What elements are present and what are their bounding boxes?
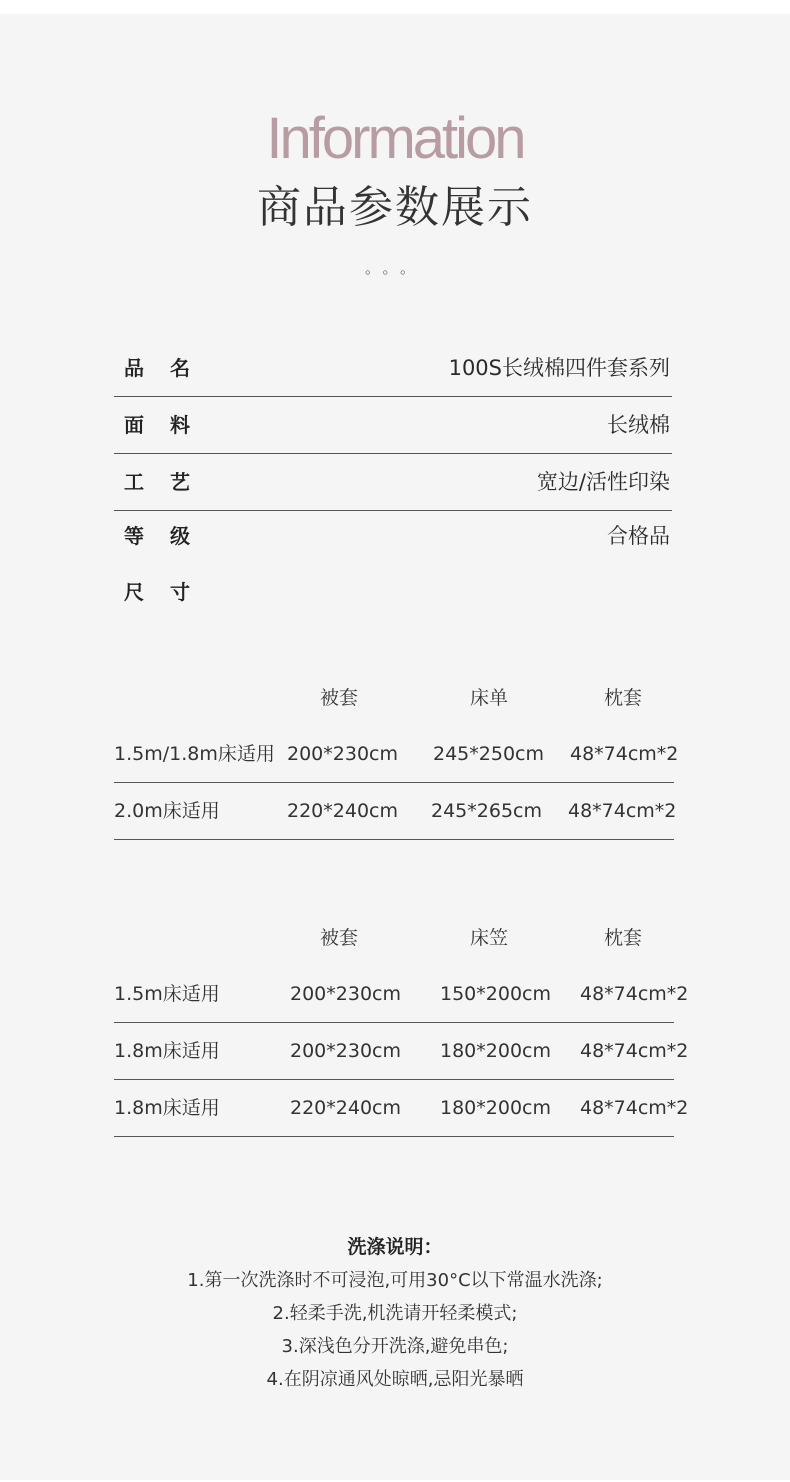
- title-english: Information: [266, 106, 524, 171]
- table-row: [114, 1023, 689, 1080]
- table-cell: 48*74cm*2: [580, 983, 689, 1005]
- table-cell: 180*200cm: [440, 1097, 551, 1119]
- table-cell: 245*250cm: [433, 743, 544, 765]
- table-cell: 1.8m床适用: [114, 1040, 220, 1062]
- info-value: 100S长绒棉四件套系列: [448, 356, 670, 380]
- table-cell: 48*74cm*2: [580, 1040, 689, 1062]
- size-table-1: [114, 670, 679, 840]
- table-cell: 220*240cm: [290, 1097, 401, 1119]
- info-label: 品名: [124, 356, 216, 380]
- table-header-cell: 床单: [470, 687, 509, 709]
- info-value: 宽边/活性印染: [536, 470, 670, 494]
- table-cell: 1.5m/1.8m床适用: [114, 743, 275, 765]
- table-cell: 1.8m床适用: [114, 1097, 220, 1119]
- table-cell: 180*200cm: [440, 1040, 551, 1062]
- table-header-row: [114, 910, 674, 966]
- info-value: 长绒棉: [607, 413, 670, 437]
- table-cell: 200*230cm: [290, 1040, 401, 1062]
- washing-line: 1.第一次洗涤时不可浸泡,可用30°C以下常温水洗涤;: [187, 1270, 603, 1291]
- info-value: 合格品: [607, 524, 670, 548]
- table-header-cell: 床笠: [470, 927, 509, 949]
- table-row: [114, 1080, 689, 1137]
- info-row-fabric: [114, 397, 672, 454]
- table-cell: 48*74cm*2: [580, 1097, 689, 1119]
- washing-line: 2.轻柔手洗,机洗请开轻柔模式;: [272, 1303, 518, 1324]
- info-label: 工艺: [124, 470, 216, 494]
- table-header-cell: 枕套: [604, 927, 643, 949]
- info-row-grade: [114, 508, 672, 564]
- table-header-cell: 枕套: [604, 687, 643, 709]
- info-row-size: [114, 564, 672, 620]
- table-cell: 48*74cm*2: [570, 743, 679, 765]
- table-header-cell: 被套: [320, 687, 359, 709]
- decorative-dots: 。。。: [364, 259, 425, 277]
- table-cell: 245*265cm: [431, 800, 542, 822]
- table-cell: 220*240cm: [287, 800, 398, 822]
- table-header-row: [114, 670, 674, 726]
- info-label: 尺寸: [124, 580, 216, 604]
- washing-line: 3.深浅色分开洗涤,避免串色;: [281, 1336, 509, 1357]
- table-header-cell: 被套: [320, 927, 359, 949]
- info-row-craft: [114, 454, 672, 511]
- table-cell: 48*74cm*2: [568, 800, 677, 822]
- table-cell: 150*200cm: [440, 983, 551, 1005]
- size-table-2: [114, 910, 689, 1137]
- table-cell: 2.0m床适用: [114, 800, 220, 822]
- washing-instructions: [0, 1230, 790, 1396]
- info-label: 面料: [124, 413, 216, 437]
- title-chinese: 商品参数展示: [257, 182, 533, 233]
- table-row: [114, 726, 679, 783]
- washing-line: 4.在阴凉通风处晾晒,忌阳光暴晒: [266, 1369, 524, 1390]
- table-row: [114, 966, 689, 1023]
- table-row: [114, 783, 677, 840]
- info-label: 等级: [124, 524, 216, 548]
- info-row-name: [114, 340, 672, 397]
- table-cell: 200*230cm: [290, 983, 401, 1005]
- table-cell: 200*230cm: [287, 743, 398, 765]
- washing-title: 洗涤说明：: [347, 1236, 443, 1258]
- table-cell: 1.5m床适用: [114, 983, 220, 1005]
